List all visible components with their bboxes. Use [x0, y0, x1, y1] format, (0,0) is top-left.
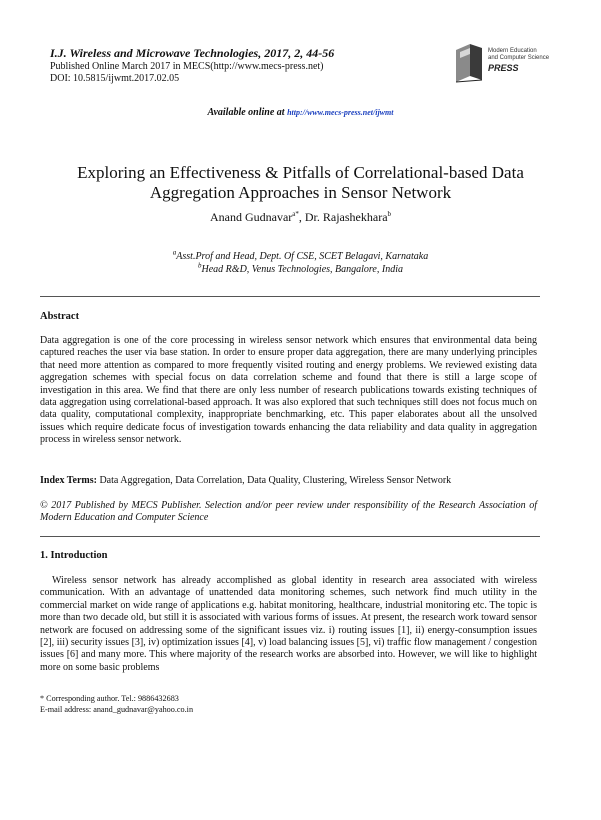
availability-line [0, 107, 601, 118]
availability-link[interactable]: http://www.mecs-press.net/ijwmt [287, 108, 394, 117]
affiliation-b [0, 261, 601, 275]
affiliation-b-text: Head R&D, Venus Technologies, Bangalore, India [201, 264, 403, 275]
divider-bottom [40, 536, 540, 537]
affiliation-a-mark: a [172, 248, 177, 257]
author-1-mark: a* [292, 210, 299, 218]
availability-label: Available online at [207, 107, 285, 118]
journal-header: I.J. Wireless and Microwave Technologies, 2017, 2, 44-56 [50, 46, 335, 60]
author-list [0, 210, 601, 225]
footnote-corresponding: * Corresponding author. Tel.: 9886432683 [40, 694, 179, 703]
affiliation-a [0, 248, 601, 262]
footnote-email: E-mail address: anand_gudnavar@yahoo.co.in [40, 705, 194, 714]
logo-line1: Modern Education [488, 48, 537, 54]
author-2: , Dr. Rajashekhara [298, 210, 388, 224]
author-1: Anand Gudnavar [209, 210, 293, 224]
divider-top [40, 296, 540, 297]
logo-line3: PRESS [488, 63, 519, 73]
abstract-heading: Abstract [40, 311, 80, 322]
doi: DOI: 10.5815/ijwmt.2017.02.05 [50, 73, 180, 84]
abstract-text: Data aggregation is one of the core processing in wireless sensor network which ensures that environmental data being captured reaches the user via base station. In order to ensure proper data aggregation, there are many underlying principles that need more attention as compared to more frequently visited routing and energy problems. We reviewed existing data aggregation schemes with special focus on data correlation scheme and found that there is still a large scope of investigation in this area. We find that there are only less number of research publications towards existing techniques of data aggregation using correlational-based approach. It was also explored that such techniques still does not focus much on data quality, computational complexity, inappropriate benchmarking, etc. This paper elaborates about all the unsolved issues which require dedicate focus of investigation towards enhancing the data reliability and data quality in aggregation process in wireless sensor network. [40, 335, 537, 446]
index-terms [40, 475, 537, 487]
publisher-logo [452, 38, 564, 86]
copyright-notice: © 2017 Published by MECS Publisher. Selection and/or peer review under responsibility of the Research Association of Modern Education and Computer Science [40, 500, 537, 524]
index-terms-label: Index Terms: [40, 475, 97, 486]
paper-title [40, 163, 561, 203]
affiliation-a-text: Asst.Prof and Head, Dept. Of CSE, SCET Belagavi, Karnataka [176, 251, 429, 262]
author-2-mark: b [387, 210, 392, 218]
publication-info: Published Online March 2017 in MECS(http://www.mecs-press.net) [50, 61, 324, 72]
affiliation-b-mark: b [198, 261, 202, 270]
title-line-1: Exploring an Effectiveness & Pitfalls of Correlational-based Data [77, 163, 524, 182]
index-terms-text: Data Aggregation, Data Correlation, Data Quality, Clustering, Wireless Sensor Network [96, 475, 452, 486]
introduction-text: Wireless sensor network has already accomplished as global identity in research area associated with wireless communication. With an advantage of unattended data monitoring schemes, such network find much utility in the commercial market on wide range of applications e.g. habitat monitoring, healthcare, industrial monitoring etc. The topic is more than two decade old, but still it is associated with various forms of issues. At present, the research work toward sensor network are focused on addressing some of the significant issues viz. i) routing issues [1], ii) energy-consumption issues [2], iii) security issues [3], iv) optimization issues [4], v) load balancing issues [5], vi) traffic flow management / congestion issues [6] and many more. This where majority of the research works are absorbed into. However, we will like to highlight more on some basic problems [40, 575, 537, 673]
logo-line2: and Computer Science [488, 55, 550, 61]
introduction-heading: 1. Introduction [40, 550, 108, 561]
title-line-2: Aggregation Approaches in Sensor Network [149, 183, 452, 202]
book-icon [452, 40, 486, 84]
